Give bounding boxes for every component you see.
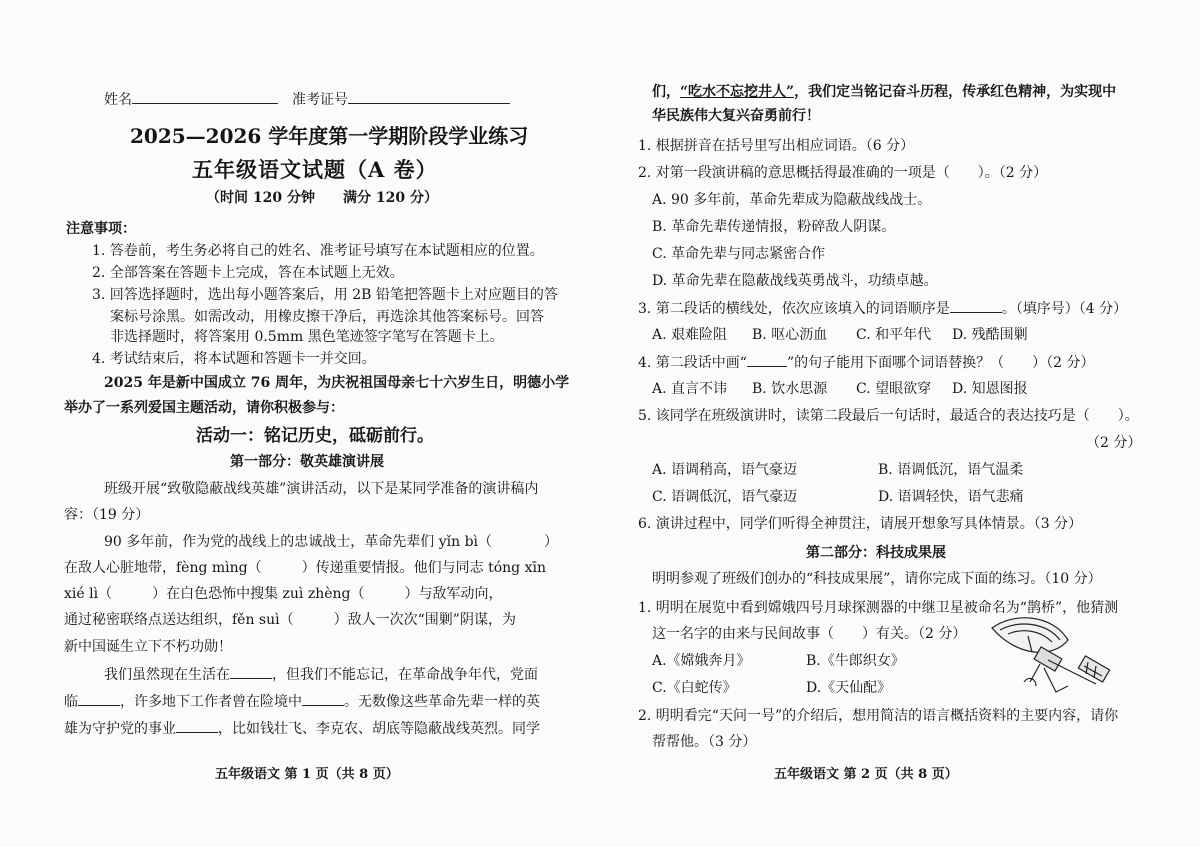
exam-id-field[interactable] (292, 89, 510, 110)
satellite-dish-icon (984, 606, 1116, 708)
page-footer: 五年级语文 第 2 页（共 8 页） (774, 767, 958, 782)
part2-intro: 明明参观了班级们创办的“科技成果展”，请你完成下面的练习。（10 分） (652, 571, 1102, 587)
option[interactable]: D. 知恩图报 (952, 381, 1028, 397)
option[interactable]: A. 艰难险阻 (652, 327, 728, 343)
speech-line: 在敌人心脏地带，fèng mìng（ ）传递重要情报。他们与同志 tóng xīn (64, 560, 546, 576)
exam-id-label: 准考证号 (292, 92, 348, 108)
name-blank[interactable] (132, 89, 278, 104)
fill-blank[interactable] (176, 718, 218, 733)
exam-id-blank[interactable] (348, 89, 510, 104)
page-footer: 五年级语文 第 1 页（共 8 页） (215, 767, 399, 782)
fill-blank[interactable] (230, 664, 272, 679)
question-3: 3. 第二段话的横线处，依次应该填入的词语顺序是 。（填序号）（4 分） (638, 298, 1127, 319)
notice-heading: 注意事项： (66, 221, 136, 237)
fill-blank (747, 352, 787, 367)
option[interactable]: D.《天仙配》 (806, 680, 892, 696)
intro-text: 2025 年是新中国成立 76 周年，为庆祝祖国母亲七十六岁生日，明德小学 (104, 375, 570, 391)
name-label: 姓名 (104, 92, 132, 108)
question-6: 6. 演讲过程中，同学们听得全神贯注，请展开想象写具体情景。（3 分） (638, 516, 1083, 532)
speech-line: 我们虽然现在生活在 ，但我们不能忘记，在革命战争年代，党面 (104, 664, 538, 685)
underlined-quote: “吃水不忘挖井人” (680, 84, 795, 100)
option[interactable]: A. 直言不讳 (652, 381, 728, 397)
notice-item: 3. 回答选择题时，选出每小题答案后，用 2B 铅笔把答题卡上对应题目的答 (92, 287, 558, 303)
fill-blank[interactable] (302, 691, 344, 706)
question-4: 4. 第二段话中画“ ”的句子能用下面哪个词语替换？（ ）（2 分） (638, 352, 1094, 373)
speech-line: 通过秘密联络点送达组织，fěn suì（ ）敌人一次次“围剿”阴谋，为 (64, 612, 516, 628)
notice-item: 4. 考试结束后，将本试题和答题卡一并交回。 (92, 351, 376, 367)
part1-intro: 班级开展“致敬隐蔽战线英雄”演讲活动，以下是某同学准备的演讲稿内 (104, 481, 539, 497)
option[interactable]: A.《嫦娥奔月》 (652, 653, 751, 669)
option[interactable]: C.《白蛇传》 (652, 680, 737, 696)
option[interactable]: B. 饮水思源 (752, 381, 828, 397)
option[interactable]: C. 望眼欲穿 (856, 381, 932, 397)
time-info: （时间 120 分钟 满分 120 分） (206, 190, 438, 206)
speech-line: 雄为守护党的事业 ，比如钱壮飞、李克农、胡底等隐蔽战线英烈。同学 (64, 718, 540, 739)
option[interactable]: D. 残酷围剿 (952, 327, 1028, 343)
question-2: 2. 对第一段演讲稿的意思概括得最准确的一项是（ ）。（2 分） (638, 165, 1048, 181)
option[interactable]: A. 语调稍高，语气豪迈 (652, 462, 798, 478)
fill-blank[interactable] (78, 691, 120, 706)
option[interactable]: D. 语调轻快，语气悲痛 (878, 489, 1024, 505)
option[interactable]: B. 革命先辈传递情报，粉碎敌人阴谋。 (652, 219, 896, 235)
fill-blank[interactable] (950, 298, 1002, 313)
notice-item: 1. 答卷前，考生务必将自己的姓名、准考证号填写在本试题相应的位置。 (92, 243, 544, 259)
speech-line: 新中国诞生立下不朽功勋！ (64, 639, 232, 655)
speech-line: 临 ，许多地下工作者曾在险境中 。无数像这些革命先辈一样的英 (64, 691, 540, 712)
exam-title: 2025—2026 学年度第一学期阶段学业练习 (130, 124, 529, 148)
part2-question-1: 1. 明明在展览中看到嫦娥四号月球探测器的中继卫星被命名为“鹊桥”，他猜测 (638, 600, 1119, 616)
option[interactable]: C. 革命先辈与同志紧密合作 (652, 246, 826, 262)
intro-text: 举办了一系列爱国主题活动，请你积极参与： (64, 400, 344, 416)
option[interactable]: B. 呕心沥血 (752, 327, 828, 343)
option[interactable]: B.《牛郎织女》 (806, 653, 905, 669)
notice-item: 案标号涂黑。如需改动，用橡皮擦干净后，再选涂其他答案标号。回答 (110, 309, 544, 325)
question-5: 5. 该同学在班级演讲时，读第二段最后一句话时，最适合的表达技巧是（ ）。 (638, 408, 1139, 424)
name-field[interactable] (104, 89, 278, 110)
speech-continuation: 们，“吃水不忘挖井人”，我们定当铭记奋斗历程，传承红色精神，为实现中 (652, 84, 1117, 100)
part2-question-2: 2. 明明看完“天问一号”的介绍后，想用简洁的语言概括资料的主要内容，请你 (638, 708, 1119, 724)
option[interactable]: C. 和平年代 (856, 327, 932, 343)
question-1: 1. 根据拼音在括号里写出相应词语。（6 分） (638, 138, 915, 154)
part2-question-1: 这一名字的由来与民间故事（ ）有关。（2 分） (652, 626, 967, 642)
part2-title: 第二部分：科技成果展 (806, 545, 946, 561)
part2-question-2: 帮帮他。（3 分） (652, 734, 757, 750)
exam-subtitle: 五年级语文试题（A 卷） (192, 157, 438, 182)
option[interactable]: D. 革命先辈在隐蔽战线英勇战斗，功绩卓越。 (652, 273, 938, 289)
option[interactable]: B. 语调低沉，语气温柔 (878, 462, 1024, 478)
option[interactable]: A. 90 多年前，革命先辈成为隐蔽战线战士。 (652, 192, 932, 208)
option[interactable]: C. 语调低沉，语气豪迈 (652, 489, 798, 505)
activity-title: 活动一：铭记历史，砥砺前行。 (196, 426, 434, 446)
notice-item: 2. 全部答案在答题卡上完成，答在本试题上无效。 (92, 265, 404, 281)
speech-continuation: 华民族伟大复兴奋勇前行！ (652, 108, 820, 124)
score: （2 分） (1086, 435, 1142, 451)
notice-item: 非选择题时，将答案用 0.5mm 黑色笔迹签字笔写在答题卡上。 (110, 329, 504, 345)
part1-intro: 容：（19 分） (64, 507, 150, 523)
exam-page-2 (600, 0, 1200, 847)
speech-line: 90 多年前，作为党的战线上的忠诚战士，革命先辈们 yǐn bì（ ） (104, 534, 559, 550)
speech-line: xié lì（ ）在白色恐怖中搜集 zuì zhèng（ ）与敌军动向， (64, 586, 503, 602)
part1-title: 第一部分：敬英雄演讲展 (230, 454, 384, 470)
